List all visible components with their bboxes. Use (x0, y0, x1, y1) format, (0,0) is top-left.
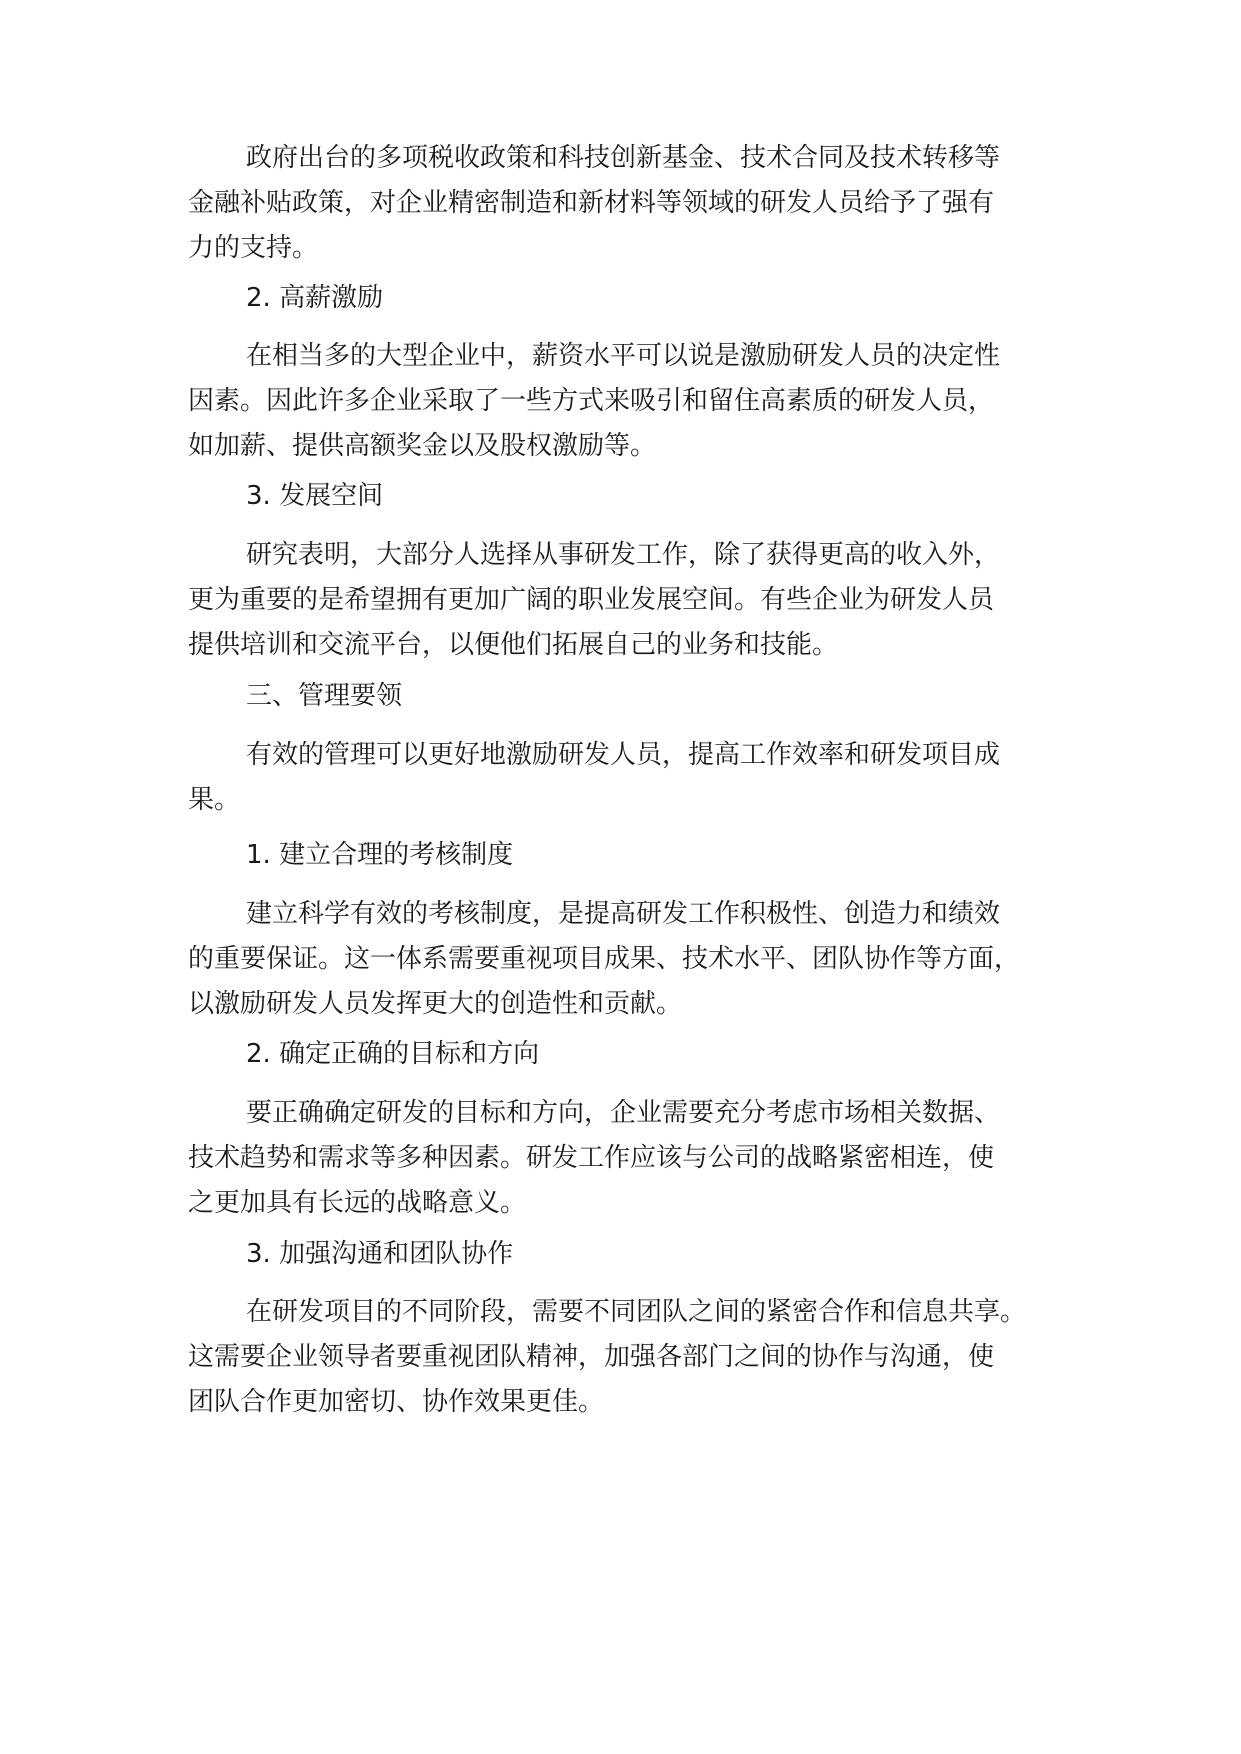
section-heading: 2. 确定正确的目标和方向 (246, 1039, 540, 1069)
section-heading: 三、管理要领 (246, 681, 403, 711)
paragraph-policy-support (188, 136, 1088, 271)
heading-high-salary (188, 276, 1088, 321)
section-heading: 3. 加强沟通和团队协作 (246, 1239, 514, 1269)
text-line: 金融补贴政策，对企业精密制造和新材料等领域的研发人员给予了强有 (188, 188, 995, 218)
text-line: 以激励研发人员发挥更大的创造性和贡献。 (188, 989, 683, 1019)
heading-development-space (188, 474, 1088, 519)
heading-communication-teamwork (188, 1232, 1088, 1277)
paragraph-assessment (188, 892, 1088, 1027)
text-line: 有效的管理可以更好地激励研发人员，提高工作效率和研发项目成 (246, 740, 1001, 770)
heading-assessment-system (188, 833, 1088, 878)
heading-management-essentials (188, 674, 1088, 719)
text-line: 在研发项目的不同阶段，需要不同团队之间的紧密合作和信息共享。 (246, 1297, 1027, 1327)
text-line: 研究表明，大部分人选择从事研发工作，除了获得更高的收入外， (246, 540, 1001, 570)
text-line: 如加薪、提供高额奖金以及股权激励等。 (188, 431, 657, 461)
text-line: 之更加具有长远的战略意义。 (188, 1188, 527, 1218)
paragraph-management-intro (188, 733, 1088, 823)
section-heading: 3. 发展空间 (246, 481, 384, 511)
text-line: 建立科学有效的考核制度，是提高研发工作积极性、创造力和绩效 (246, 899, 1001, 929)
section-heading: 2. 高薪激励 (246, 283, 384, 313)
text-line: 这需要企业领导者要重视团队精神，加强各部门之间的协作与沟通，使 (188, 1342, 995, 1372)
text-line: 提供培训和交流平台，以便他们拓展自己的业务和技能。 (188, 630, 839, 660)
paragraph-goals (188, 1091, 1088, 1226)
text-line: 团队合作更加密切、协作效果更佳。 (188, 1387, 605, 1417)
paragraph-teamwork (188, 1290, 1088, 1425)
paragraph-salary (188, 334, 1088, 469)
section-heading: 1. 建立合理的考核制度 (246, 840, 514, 870)
text-line: 政府出台的多项税收政策和科技创新基金、技术合同及技术转移等 (246, 143, 1001, 173)
text-line: 力的支持。 (188, 233, 319, 263)
heading-goals-direction (188, 1032, 1088, 1077)
text-line: 更为重要的是希望拥有更加广阔的职业发展空间。有些企业为研发人员 (188, 585, 995, 615)
text-line: 技术趋势和需求等多种因素。研发工作应该与公司的战略紧密相连，使 (188, 1143, 995, 1173)
text-line: 在相当多的大型企业中，薪资水平可以说是激励研发人员的决定性 (246, 341, 1001, 371)
text-line: 因素。因此许多企业采取了一些方式来吸引和留住高素质的研发人员， (188, 386, 995, 416)
text-line: 的重要保证。这一体系需要重视项目成果、技术水平、团队协作等方面， (188, 944, 1021, 974)
text-line: 果。 (188, 785, 241, 815)
paragraph-development (188, 533, 1088, 668)
text-line: 要正确确定研发的目标和方向，企业需要充分考虑市场相关数据、 (246, 1098, 1001, 1128)
